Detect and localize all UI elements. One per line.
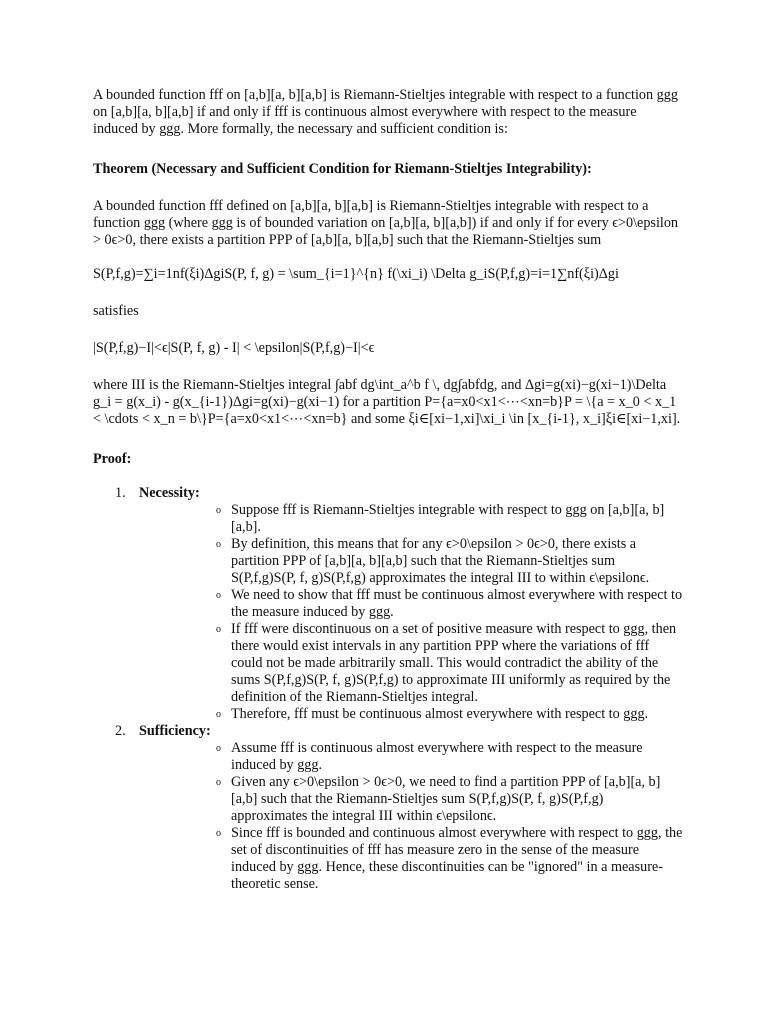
list-item — [139, 706, 683, 723]
theorem-heading: Theorem (Necessary and Sufficient Condition for Riemann-Stieltjes Integrability): — [93, 161, 592, 177]
list-item-text: By definition, this means that for any ϵ>0\epsilon > 0ϵ>0, there exists a partition PPP of [a,b][a, b][a,b] such that the Riemann-Stieltjes sum S(P,f,g)S(P, f, g)S(P,f,g) approximates the integral III to within ϵ\epsilonϵ. — [231, 536, 650, 586]
theorem-paragraph: A bounded function fff defined on [a,b][a, b][a,b] is Riemann-Stieltjes integrable with respect to a function ggg (where ggg is of bounded variation on [a,b][a, b][a,b]) if and only if for every ϵ>0\epsilon > 0ϵ>0, there exists a partition PPP of [a,b][a, b][a,b] such that the Riemann-Stieltjes sum — [93, 198, 679, 248]
list-item — [139, 740, 683, 774]
bullet-icon: o — [216, 743, 221, 754]
satisfies-text: satisfies — [93, 303, 139, 319]
document-body — [93, 87, 683, 893]
proof-heading: Proof: — [93, 451, 132, 467]
list-item — [139, 536, 683, 587]
bullet-icon: o — [216, 539, 221, 550]
proof-step-sufficiency — [93, 723, 683, 893]
step-number: 2. — [115, 723, 126, 739]
list-item-text: Suppose fff is Riemann-Stieltjes integrable with respect to ggg on [a,b][a, b][a,b]. — [231, 502, 665, 535]
list-item — [139, 774, 683, 825]
where-paragraph: where III is the Riemann-Stieltjes integral ∫abf dg\int_a^b f \, dg∫abfdg, and Δgi=g(xi)−g(xi−1)\Delta g_i = g(x_i) - g(x_{i-1})Δgi=g(xi)−g(xi−1) for a partition P={a=x0<x1<⋯<xn=b}P = \{a = x_0 < x_1 < \cdots < x_n = b\}P={a=x0<x1<⋯<xn=b} and some ξi∈[xi−1,xi]\xi_i \in [x_{i-1}, x_i]ξi∈[xi−1,xi]. — [93, 377, 681, 427]
step-bullet-list — [139, 740, 683, 893]
step-title: Necessity: — [139, 485, 200, 501]
bullet-icon: o — [216, 624, 221, 635]
sum-formula: S(P,f,g)=∑i=1nf(ξi)ΔgiS(P, f, g) = \sum_{i=1}^{n} f(\xi_i) \Delta g_iS(P,f,g)=i=1∑nf(ξi)Δgi — [93, 266, 619, 282]
list-item — [139, 502, 683, 536]
list-item — [139, 621, 683, 706]
list-item — [139, 587, 683, 621]
bullet-icon: o — [216, 777, 221, 788]
list-item-text: Since fff is bounded and continuous almost everywhere with respect to ggg, the set of discontinuities of fff has measure zero in the sense of the measure induced by ggg. Hence, these discontinuities can be "ignored" in a measure-theoretic sense. — [231, 825, 683, 892]
list-item-text: Therefore, fff must be continuous almost everywhere with respect to ggg. — [231, 706, 649, 722]
step-number: 1. — [115, 485, 126, 501]
intro-paragraph: A bounded function fff on [a,b][a, b][a,b] is Riemann-Stieltjes integrable with respect to a function ggg on [a,b][a, b][a,b] if and only if fff is continuous almost everywhere with respect to the measure induced by ggg. More formally, the necessary and sufficient condition is: — [93, 87, 678, 137]
list-item-text: If fff were discontinuous on a set of positive measure with respect to ggg, then there would exist intervals in any partition PPP where the variations of fff could not be made arbitrarily small. This would contradict the ability of the sums S(P,f,g)S(P, f, g)S(P,f,g) to approximate III uniformly as required by the definition of the Riemann-Stieltjes integral. — [231, 621, 677, 705]
list-item-text: Given any ϵ>0\epsilon > 0ϵ>0, we need to find a partition PPP of [a,b][a, b][a,b] such that the Riemann-Stieltjes sum S(P,f,g)S(P, f, g)S(P,f,g) approximates the integral III within ϵ\epsilonϵ. — [231, 774, 661, 824]
list-item-text: We need to show that fff must be continuous almost everywhere with respect to the measure induced by ggg. — [231, 587, 683, 620]
list-item — [139, 825, 683, 893]
bullet-icon: o — [216, 505, 221, 516]
bullet-icon: o — [216, 709, 221, 720]
bullet-icon: o — [216, 828, 221, 839]
step-title: Sufficiency: — [139, 723, 211, 739]
step-bullet-list — [139, 502, 683, 723]
bullet-icon: o — [216, 590, 221, 601]
proof-steps — [93, 485, 683, 893]
proof-step-necessity — [93, 485, 683, 723]
inequality-formula: |S(P,f,g)−I|<ϵ|S(P, f, g) - I| < \epsilon|S(P,f,g)−I|<ϵ — [93, 340, 375, 356]
list-item-text: Assume fff is continuous almost everywhere with respect to the measure induced by ggg. — [231, 740, 643, 773]
